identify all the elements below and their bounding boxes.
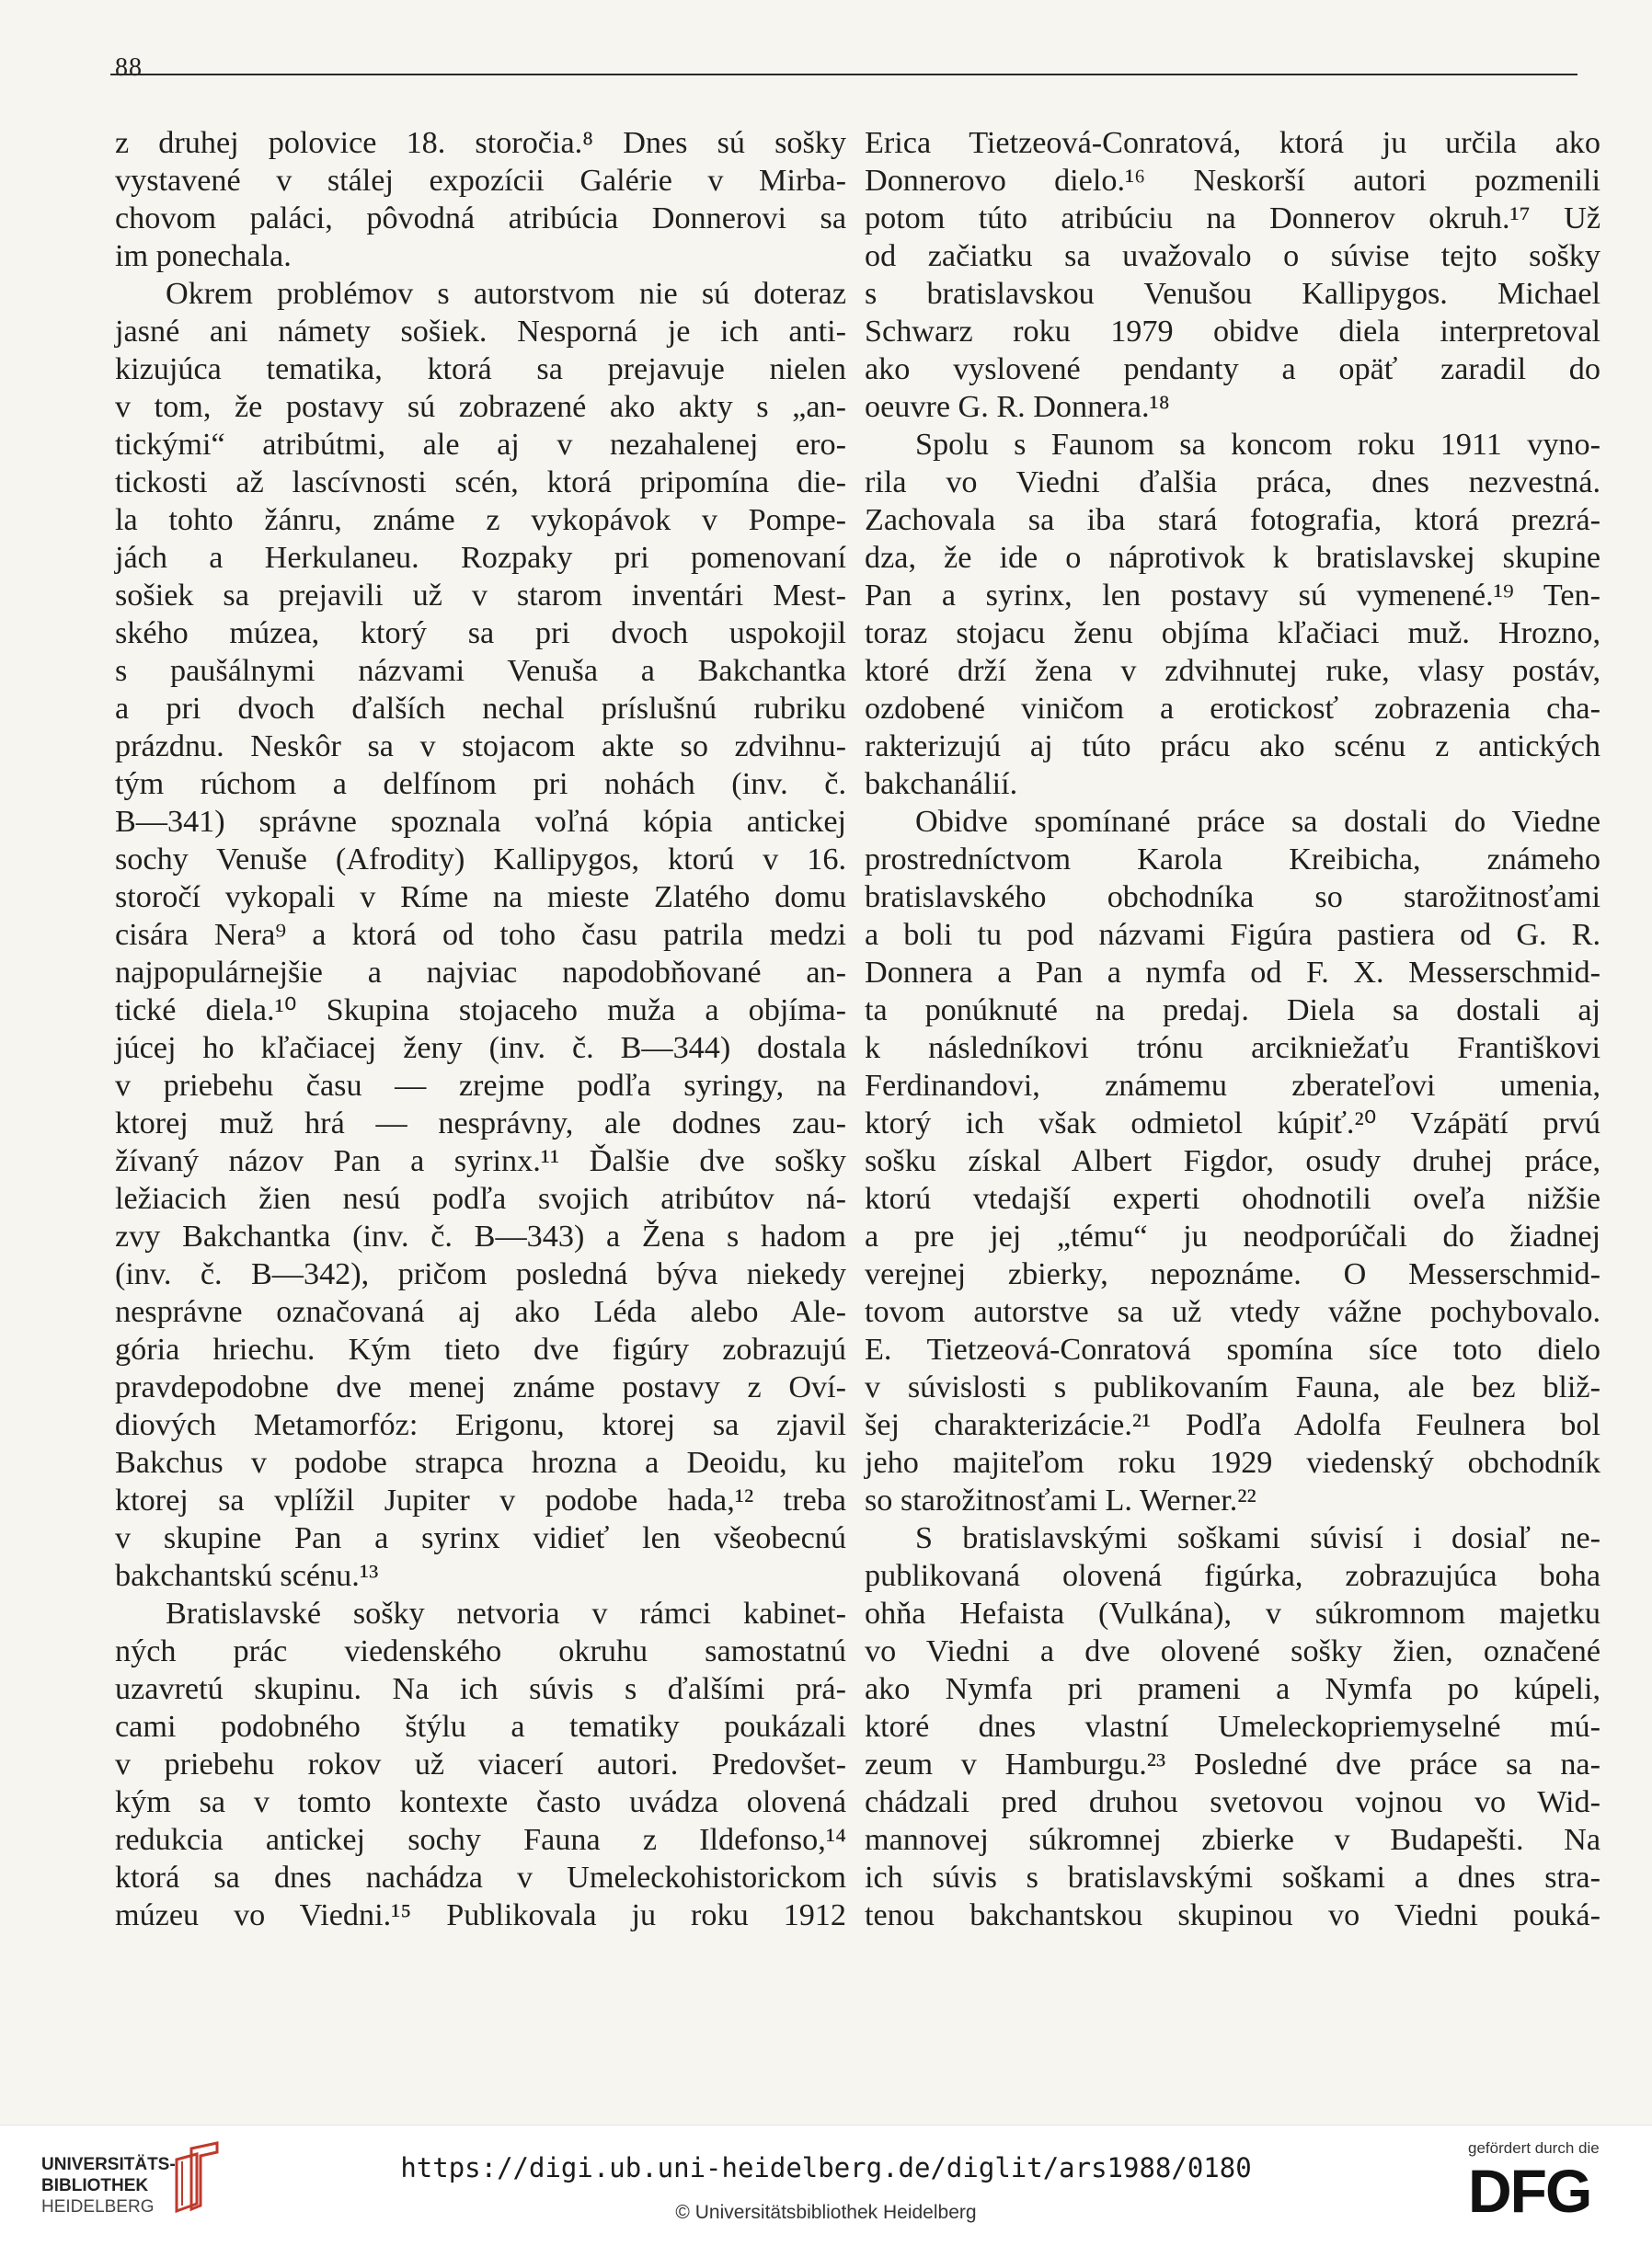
text-line: a boli tu pod názvami Figúra pastiera od G. R.	[865, 918, 1600, 952]
text-line: v súvislosti s publikovaním Fauna, ale bez bliž-	[865, 1370, 1600, 1404]
text-line: ktorý ich však odmietol kúpiť.²⁰ Vzápätí prvú	[865, 1106, 1600, 1140]
text-line: tickými“ atribútmi, ale aj v nezahalenej ero-	[115, 428, 846, 462]
text-line: najpopulárnejšie a najviac napodobňované an-	[115, 956, 846, 990]
text-line: ich súvis s bratislavskými soškami a dnes stra-	[865, 1861, 1600, 1895]
text-line: Donnera a Pan a nymfa od F. X. Messerschmid-	[865, 956, 1600, 990]
text-line: gória hriechu. Kým tieto dve figúry zobrazujú	[115, 1333, 846, 1367]
text-line: jeho majiteľom roku 1929 viedenský obchodník	[865, 1446, 1600, 1480]
text-line: potom túto atribúciu na Donnerov okruh.¹⁷ Už	[865, 201, 1600, 235]
text-line: cami podobného štýlu a tematiky poukázali	[115, 1710, 846, 1744]
text-line: diových Metamorfóz: Erigonu, ktorej sa zjavil	[115, 1408, 846, 1442]
text-line: prázdnu. Neskôr sa v stojacom akte so zdvihnu-	[115, 729, 846, 763]
dfg-logo[interactable]: DFG	[1468, 2157, 1591, 2225]
text-line: ktoré drží žena v zdvihnutej ruke, vlasy postáv,	[865, 654, 1600, 688]
funding-label: gefördert durch die	[1468, 2139, 1600, 2157]
page-number: 88	[115, 53, 143, 82]
text-line: ako vyslovené pendanty a opäť zaradil do	[865, 352, 1600, 386]
text-line: prostredníctvom Karola Kreibicha, známeho	[865, 842, 1600, 877]
text-line: v priebehu času — zrejme podľa syringy, na	[115, 1069, 846, 1103]
text-line: tickosti až lascívnosti scén, ktorá pripomína die-	[115, 465, 846, 499]
text-line: ského múzea, ktorý sa pri dvoch uspokojil	[115, 616, 846, 650]
text-line: s bratislavskou Venušou Kallipygos. Michael	[865, 277, 1600, 311]
text-line: vystavené v stálej expozícii Galérie v Mirba-	[115, 164, 846, 198]
text-line: sochy Venuše (Afrodity) Kallipygos, ktorú v 16.	[115, 842, 846, 877]
text-line: dza, že ide o náprotivok k bratislavskej skupine	[865, 541, 1600, 575]
text-line: (inv. č. B—342), pričom posledná býva niekedy	[115, 1257, 846, 1291]
text-line: uzavretú skupinu. Na ich súvis s ďalšími prá-	[115, 1672, 846, 1706]
text-line: im ponechala.	[115, 239, 292, 273]
text-line: oeuvre G. R. Donnera.¹⁸	[865, 390, 1170, 424]
text-line: kým sa v tomto kontexte často uvádza olovená	[115, 1785, 846, 1819]
text-line: tické diela.¹⁰ Skupina stojaceho muža a objíma-	[115, 993, 846, 1027]
text-line: ohňa Hefaista (Vulkána), v súkromnom majetku	[865, 1597, 1600, 1631]
text-line: bratislavského obchodníka so starožitnosťami	[865, 880, 1600, 914]
text-line: Spolu s Faunom sa koncom roku 1911 vyno-	[915, 428, 1600, 462]
text-line: zvy Bakchantka (inv. č. B—343) a Žena s hadom	[115, 1220, 846, 1254]
text-line: bakchanálií.	[865, 767, 1018, 801]
text-line: sošku získal Albert Figdor, osudy druhej práce,	[865, 1144, 1600, 1178]
header-rule	[110, 74, 1577, 75]
text-line: ako Nymfa pri prameni a Nymfa po kúpeli,	[865, 1672, 1600, 1706]
text-line: v skupine Pan a syrinx vidieť len všeobecnú	[115, 1521, 846, 1555]
right-text-column	[865, 124, 1600, 1934]
text-line: redukcia antickej sochy Fauna z Ildefonso,¹⁴	[115, 1823, 846, 1857]
text-line: ktorej sa vplížil Jupiter v podobe hada,¹² treba	[115, 1484, 846, 1518]
text-line: Bratislavské sošky netvoria v rámci kabinet-	[166, 1597, 846, 1631]
text-line: kizujúca tematika, ktorá sa prejavuje nielen	[115, 352, 846, 386]
text-line: cisára Nera⁹ a ktorá od toho času patrila medzi	[115, 918, 846, 952]
text-line: nesprávne označovaná aj ako Léda alebo Ale-	[115, 1295, 846, 1329]
text-line: rakterizujú aj túto prácu ako scénu z antických	[865, 729, 1600, 763]
text-line: múzeu vo Viedni.¹⁵ Publikovala ju roku 1912	[115, 1898, 846, 1932]
text-line: toraz stojacu ženu objíma kľačiaci muž. Hrozno,	[865, 616, 1600, 650]
text-line: Ferdinandovi, známemu zberateľovi umenia,	[865, 1069, 1600, 1103]
text-line: ležiacich žien nesú podľa svojich atribútov ná-	[115, 1182, 846, 1216]
text-line: B—341) správne spoznala voľná kópia antickej	[115, 805, 846, 839]
permalink-url[interactable]: https://digi.ub.uni-heidelberg.de/diglit/ars1988/0180	[400, 2152, 1252, 2183]
text-line: ktorá sa dnes nachádza v Umeleckohistorickom	[115, 1861, 846, 1895]
text-line: Erica Tietzeová-Conratová, ktorá ju určila ako	[865, 126, 1600, 160]
footer-bar	[0, 2125, 1652, 2246]
text-line: šej charakterizácie.²¹ Podľa Adolfa Feulnera bol	[865, 1408, 1600, 1442]
text-line: S bratislavskými soškami súvisí i dosiaľ ne-	[915, 1521, 1600, 1555]
text-line: a pre jej „tému“ ju neodporúčali do žiadnej	[865, 1220, 1600, 1254]
text-line: k následníkovi trónu arcikniežaťu Františkovi	[865, 1031, 1600, 1065]
text-line: z druhej polovice 18. storočia.⁸ Dnes sú sošky	[115, 126, 846, 160]
text-line: ta ponúknuté na predaj. Diela sa dostali aj	[865, 993, 1600, 1027]
text-line: s paušálnymi názvami Venuša a Bakchantka	[115, 654, 846, 688]
text-line: chádzali pred druhou svetovou vojnou vo Wid-	[865, 1785, 1600, 1819]
text-line: rila vo Viedni ďalšia práca, dnes nezvestná.	[865, 465, 1600, 499]
text-line: tenou bakchantskou skupinou vo Viedni pouká-	[865, 1898, 1600, 1932]
text-line: Zachovala sa iba stará fotografia, ktorá prezrá-	[865, 503, 1600, 537]
text-line: tým rúchom a delfínom pri nohách (inv. č.	[115, 767, 846, 801]
text-line: jách a Herkulaneu. Rozpaky pri pomenovaní	[115, 541, 846, 575]
text-line: ktoré dnes vlastní Umeleckopriemyselné mú-	[865, 1710, 1600, 1744]
text-line: la tohto žánru, známe z vykopávok v Pompe-	[115, 503, 846, 537]
text-line: júcej ho kľačiacej ženy (inv. č. B—344) dostala	[115, 1031, 846, 1065]
text-line: v tom, že postavy sú zobrazené ako akty s „an-	[115, 390, 846, 424]
copyright-notice: © Universitätsbibliothek Heidelberg	[675, 2202, 977, 2223]
text-line: tovom autorstve sa už vtedy vážne pochybovalo.	[865, 1295, 1600, 1329]
text-line: E. Tietzeová-Conratová spomína síce toto dielo	[865, 1333, 1600, 1367]
text-line: pravdepodobne dve menej známe postavy z Oví-	[115, 1370, 846, 1404]
text-line: jasné ani námety sošiek. Nesporná je ich anti-	[115, 315, 846, 349]
text-line: Okrem problémov s autorstvom nie sú doteraz	[166, 277, 846, 311]
text-line: ných prác viedenského okruhu samostatnú	[115, 1634, 846, 1668]
text-line: sošiek sa prejavili už v starom inventári Mest-	[115, 579, 846, 613]
left-text-column	[115, 124, 846, 1934]
text-line: so starožitnosťami L. Werner.²²	[865, 1484, 1256, 1518]
library-name-line1: UNIVERSITÄTS-	[41, 2155, 176, 2174]
text-line: Bakchus v podobe strapca hrozna a Deoidu, ku	[115, 1446, 846, 1480]
text-line: chovom paláci, pôvodná atribúcia Donnerovi sa	[115, 201, 846, 235]
text-line: verejnej zbierky, nepoznáme. O Messerschmid-	[865, 1257, 1600, 1291]
text-line: vo Viedni a dve olovené sošky žien, označené	[865, 1634, 1600, 1668]
text-line: ozdobené viničom a erotickosť zobrazenia cha-	[865, 692, 1600, 726]
text-line: ktorej muž hrá — nesprávny, ale dodnes zau-	[115, 1106, 846, 1140]
library-name-line2: BIBLIOTHEK	[41, 2176, 149, 2195]
text-line: v priebehu rokov už viacerí autori. Predovšet-	[115, 1748, 846, 1782]
text-line: storočí vykopali v Ríme na mieste Zlatého domu	[115, 880, 846, 914]
text-line: Schwarz roku 1979 obidve diela interpretoval	[865, 315, 1600, 349]
text-line: žívaný názov Pan a syrinx.¹¹ Ďalšie dve sošky	[115, 1144, 846, 1178]
text-line: ktorú vtedajší experti ohodnotili oveľa nižšie	[865, 1182, 1600, 1216]
text-line: a pri dvoch ďalších nechal príslušnú rubriku	[115, 692, 846, 726]
text-line: Obidve spomínané práce sa dostali do Viedne	[915, 805, 1600, 839]
text-line: zeum v Hamburgu.²³ Posledné dve práce sa na-	[865, 1748, 1600, 1782]
text-line: bakchantskú scénu.¹³	[115, 1559, 379, 1593]
text-line: publikovaná olovená figúrka, zobrazujúca boha	[865, 1559, 1600, 1593]
text-line: Donnerovo dielo.¹⁶ Neskorší autori pozmenili	[865, 164, 1600, 198]
text-line: mannovej súkromnej zbierke v Budapešti. Na	[865, 1823, 1600, 1857]
text-line: od začiatku sa uvažovalo o súvise tejto sošky	[865, 239, 1600, 273]
library-name-line3: HEIDELBERG	[41, 2197, 155, 2217]
text-line: Pan a syrinx, len postavy sú vymenené.¹⁹ Ten-	[865, 579, 1600, 613]
